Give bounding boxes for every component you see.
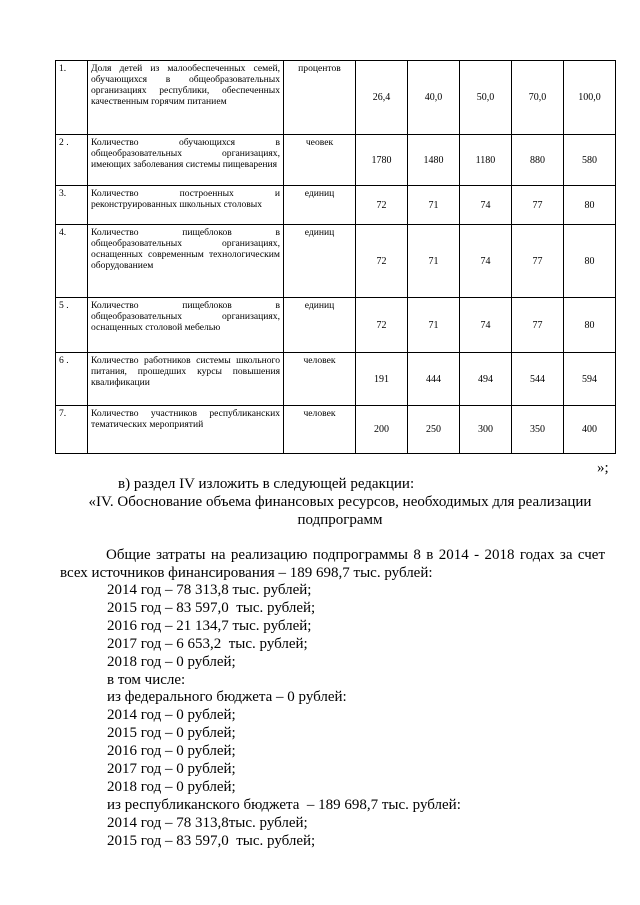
value-cell: 72 [356,186,408,225]
value-cell: 1780 [356,135,408,186]
funding-line: 2016 год – 0 рублей; [107,743,236,760]
value-cell: 26,4 [356,61,408,135]
indicator-name: Количество пищеблоков в общеобразовательных организациях, оснащенных современным технологическим оборудованием [88,225,284,298]
value-cell: 72 [356,225,408,298]
value-cell: 544 [512,353,564,406]
indicator-name: Доля детей из малообеспеченных семей, обучающихся в общеобразовательных организациях республики, обеспеченных качественным горячим питанием [88,61,284,135]
funding-line: 2016 год – 21 134,7 тыс. рублей; [107,617,312,634]
unit-cell: человек [284,406,356,454]
section-title: «IV. Обоснование объема финансовых ресурсов, необходимых для реализации подпрограмм [88,494,592,528]
funding-line: 2017 год – 0 рублей; [107,761,236,778]
funding-line: 2014 год – 78 313,8тыс. рублей; [107,814,308,831]
value-cell: 77 [512,186,564,225]
value-cell: 594 [564,353,616,406]
table-row [56,353,616,406]
value-cell: 40,0 [408,61,460,135]
value-cell: 72 [356,298,408,353]
funding-line: 2014 год – 78 313,8 тыс. рублей; [107,582,312,598]
value-cell: 71 [408,298,460,353]
unit-cell: процентов [284,61,356,135]
funding-line: 2014 год – 0 рублей; [107,707,236,724]
value-cell: 77 [512,225,564,298]
value-cell: 74 [460,225,512,298]
value-cell: 494 [460,353,512,406]
row-number: 2 . [56,135,88,186]
unit-cell: чеовек [284,135,356,186]
value-cell: 71 [408,225,460,298]
row-number: 7. [56,406,88,454]
value-cell: 70,0 [512,61,564,135]
value-cell: 580 [564,135,616,186]
value-cell: 191 [356,353,408,406]
funding-line: из республиканского бюджета – 189 698,7 тыс. рублей: [107,796,461,813]
row-number: 4. [56,225,88,298]
value-cell: 444 [408,353,460,406]
funding-line: 2015 год – 83 597,0 тыс. рублей; [107,599,316,616]
table-row [56,186,616,225]
funding-line: в том числе: [107,671,186,688]
section-heading: в) раздел IV изложить в следующей редакции: [118,476,415,492]
value-cell: 80 [564,225,616,298]
value-cell: 300 [460,406,512,454]
indicators-table [55,60,616,454]
unit-cell: единиц [284,225,356,298]
funding-line: 2015 год – 83 597,0 тыс. рублей; [107,832,316,849]
table-row [56,406,616,454]
indicator-name: Количество построенных и реконструированных школьных столовых [88,186,284,225]
indicators-table-body [56,61,616,454]
row-number: 3. [56,186,88,225]
table-row [56,61,616,135]
value-cell: 1180 [460,135,512,186]
value-cell: 74 [460,298,512,353]
indicator-name: Количество обучающихся в общеобразовательных организациях, имеющих заболевания системы пищеварения [88,135,284,186]
funding-lines [107,582,461,851]
row-number: 1. [56,61,88,135]
unit-cell: единиц [284,186,356,225]
indicator-name: Количество работников системы школьного питания, прошедших курсы повышения квалификации [88,353,284,406]
row-number: 6 . [56,353,88,406]
unit-cell: единиц [284,298,356,353]
value-cell: 880 [512,135,564,186]
value-cell: 74 [460,186,512,225]
value-cell: 250 [408,406,460,454]
funding-line: из федерального бюджета – 0 рублей: [107,689,347,706]
table-row [56,298,616,353]
funding-line: 2015 год – 0 рублей; [107,725,236,742]
indicator-name: Количество участников республиканских тематических мероприятий [88,406,284,454]
table-row [56,225,616,298]
value-cell: 400 [564,406,616,454]
funding-line: 2017 год – 6 653,2 тыс. рублей; [107,635,308,652]
value-cell: 50,0 [460,61,512,135]
funding-line: 2018 год – 0 рублей; [107,653,236,670]
value-cell: 80 [564,186,616,225]
intro-paragraph: Общие затраты на реализацию подпрограммы 8 в 2014 - 2018 годах за счет всех источников финансирования – 189 698,7 тыс. рублей: [60,547,605,581]
closing-quote: »; [597,460,609,476]
value-cell: 80 [564,298,616,353]
indicator-name: Количество пищеблоков в общеобразовательных организациях, оснащенных столовой мебелью [88,298,284,353]
funding-line: 2018 год – 0 рублей; [107,778,236,795]
value-cell: 71 [408,186,460,225]
value-cell: 1480 [408,135,460,186]
row-number: 5 . [56,298,88,353]
value-cell: 350 [512,406,564,454]
value-cell: 200 [356,406,408,454]
value-cell: 100,0 [564,61,616,135]
value-cell: 77 [512,298,564,353]
unit-cell: человек [284,353,356,406]
table-row [56,135,616,186]
